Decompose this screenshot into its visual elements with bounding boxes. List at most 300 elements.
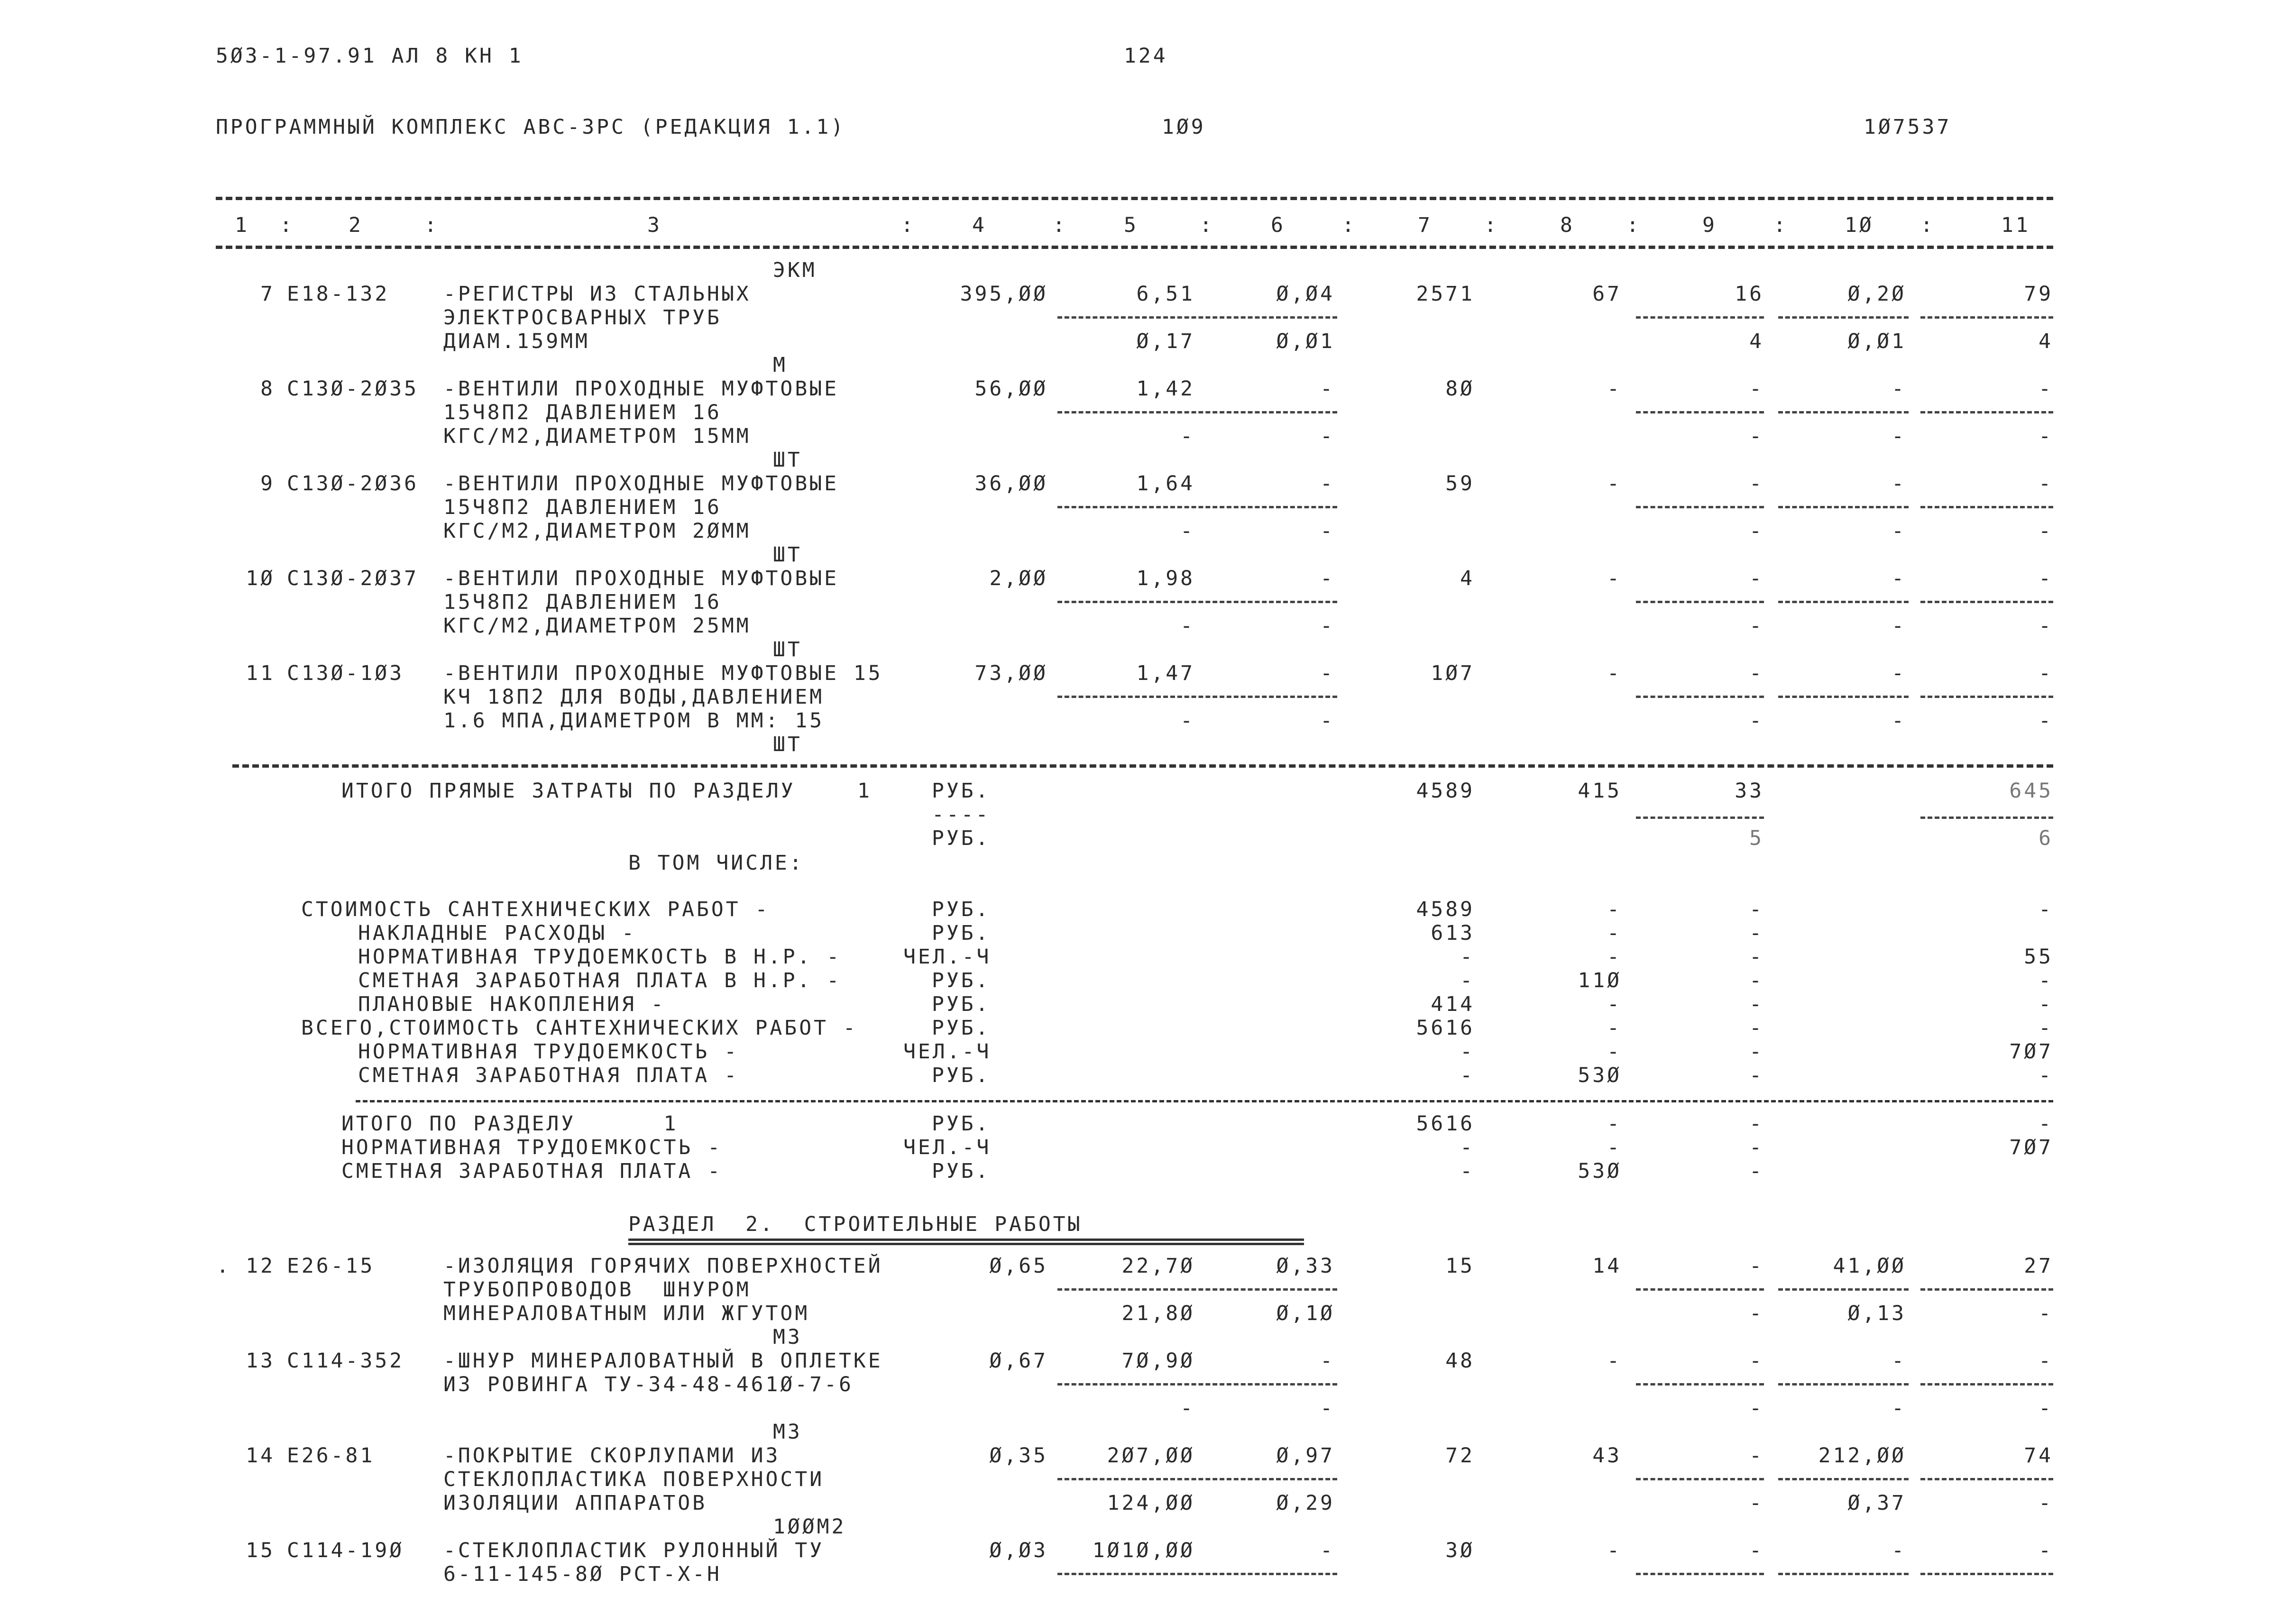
column-header-3: 3 [647, 213, 662, 237]
cell-underline [1636, 1383, 1764, 1385]
cell-col10: Ø,2Ø [1847, 282, 1906, 306]
cell-col10: - [1892, 472, 1906, 495]
column-header-9: 9 [1702, 213, 1717, 237]
job-number: 1Ø7537 [1864, 115, 1952, 139]
cell-col7: 59 [1445, 472, 1475, 495]
cell-col5-secondary: 124,ØØ [1107, 1491, 1195, 1515]
section-total-label: НОРМАТИВНАЯ ТРУДОЕМКОСТЬ - [341, 1136, 723, 1159]
cell-col9: 16 [1735, 282, 1764, 306]
column-separator: : [1773, 213, 1788, 237]
section-total-col9: - [1749, 1112, 1764, 1136]
cell-col8: - [1607, 1539, 1622, 1562]
section-total-unit: ЧЕЛ.-Ч [903, 1136, 992, 1159]
cell-col5-secondary: - [1180, 614, 1195, 638]
cell-underline [1778, 1383, 1909, 1385]
cell-col7: 3Ø [1445, 1539, 1475, 1562]
rate-code: Е18-132 [287, 282, 390, 306]
cell-col4: Ø,67 [989, 1349, 1048, 1373]
cell-col9: - [1749, 1254, 1764, 1278]
cell-col10: - [1892, 661, 1906, 685]
rate-code: С13Ø-2Ø37 [287, 567, 419, 590]
cell-col5: 1Ø1Ø,ØØ [1092, 1539, 1195, 1562]
work-description-line: -РЕГИСТРЫ ИЗ СТАЛЬНЫХ [443, 282, 751, 306]
breakdown-col11: - [2039, 992, 2053, 1016]
direct-costs-col7: 4589 [1416, 779, 1475, 803]
cell-col5: 22,7Ø [1121, 1254, 1195, 1278]
cell-underline [1778, 601, 1909, 603]
cell-underline [1636, 1288, 1764, 1291]
rate-code: С114-19Ø [287, 1539, 404, 1562]
breakdown-col9: - [1749, 969, 1764, 992]
cell-underline [1636, 316, 1764, 319]
breakdown-label: НАКЛАДНЫЕ РАСХОДЫ - [358, 921, 636, 945]
cell-col10-secondary: - [1892, 519, 1906, 543]
breakdown-unit: РУБ. [932, 921, 991, 945]
cell-col4: Ø,Ø3 [989, 1539, 1048, 1562]
column-separator: : [1626, 213, 1641, 237]
rate-code: С13Ø-2Ø35 [287, 377, 419, 401]
cell-col6: Ø,Ø4 [1276, 282, 1335, 306]
direct-costs-col11-underline [1920, 817, 2053, 819]
cell-col11: - [2039, 567, 2053, 590]
cell-underline [1636, 601, 1764, 603]
cell-underline [1057, 1573, 1337, 1575]
breakdown-unit: РУБ. [932, 1064, 991, 1087]
unit-label: М [773, 353, 788, 377]
unit-label: ШТ [773, 638, 802, 661]
rate-code: С114-352 [287, 1349, 404, 1373]
cell-col6: Ø,33 [1276, 1254, 1335, 1278]
work-description-line: СТЕКЛОПЛАСТИКА ПОВЕРХНОСТИ [443, 1468, 825, 1491]
cell-underline [1057, 316, 1337, 319]
breakdown-end-rule [356, 1100, 2053, 1102]
cell-col4: 56,ØØ [974, 377, 1048, 401]
breakdown-unit: РУБ. [932, 898, 991, 921]
cell-col9: - [1749, 567, 1764, 590]
row-number: 8 [260, 377, 275, 401]
work-description-line: 15Ч8П2 ДАВЛЕНИЕМ 16 [443, 495, 722, 519]
cell-underline [1057, 506, 1337, 508]
work-description-line: КГС/М2,ДИАМЕТРОМ 15ММ [443, 424, 751, 448]
column-separator: : [1484, 213, 1499, 237]
work-description-line: МИНЕРАЛОВАТНЫМ ИЛИ ЖГУТОМ [443, 1302, 810, 1325]
cell-col6-secondary: - [1320, 424, 1335, 448]
cell-col11: 74 [2024, 1444, 2053, 1468]
cell-col6-secondary: - [1320, 614, 1335, 638]
section-1-end-rule [232, 764, 2053, 768]
unit-label: ШТ [773, 543, 802, 567]
cell-col6-secondary: Ø,Ø1 [1276, 330, 1335, 353]
breakdown-unit: ЧЕЛ.-Ч [903, 1040, 992, 1064]
cell-col9: - [1749, 1444, 1764, 1468]
cell-col4: 2,ØØ [989, 567, 1048, 590]
cell-col9-secondary: - [1749, 1491, 1764, 1515]
cell-col8: - [1607, 377, 1622, 401]
rate-code: Е26-15 [287, 1254, 375, 1278]
cell-col5: 1,64 [1136, 472, 1195, 495]
cell-col10: - [1892, 1349, 1906, 1373]
cell-col10: - [1892, 567, 1906, 590]
breakdown-col9: - [1749, 945, 1764, 969]
cell-underline [1636, 411, 1764, 413]
cell-underline [1920, 1478, 2053, 1480]
breakdown-col9: - [1749, 992, 1764, 1016]
row-number: . 12 [216, 1254, 275, 1278]
section-2-title: РАЗДЕЛ 2. СТРОИТЕЛЬНЫЕ РАБОТЫ [628, 1212, 1083, 1236]
cell-col5: 1,42 [1136, 377, 1195, 401]
cell-underline [1057, 601, 1337, 603]
row-number: 9 [260, 472, 275, 495]
section-total-col11: 7Ø7 [2009, 1136, 2053, 1159]
cell-col11-secondary: - [2039, 1396, 2053, 1420]
work-description-line: 6-11-145-8Ø РСТ-Х-Н [443, 1562, 722, 1586]
cell-col10: - [1892, 1539, 1906, 1562]
breakdown-col7: 5616 [1416, 1016, 1475, 1040]
unit-label: М3 [773, 1325, 802, 1349]
cell-col11: - [2039, 377, 2053, 401]
cell-col6: - [1320, 1349, 1335, 1373]
cell-col10-secondary: Ø,37 [1847, 1491, 1906, 1515]
cell-col5-secondary: - [1180, 519, 1195, 543]
cell-col6: - [1320, 661, 1335, 685]
cell-col11-secondary: - [2039, 614, 2053, 638]
breakdown-col11: - [2039, 1064, 2053, 1087]
direct-costs-col9: 33 [1735, 779, 1764, 803]
direct-costs-label: ИТОГО ПРЯМЫЕ ЗАТРАТЫ ПО РАЗДЕЛУ [341, 779, 796, 803]
work-description-line: КГС/М2,ДИАМЕТРОМ 25ММ [443, 614, 751, 638]
breakdown-col11: 7Ø7 [2009, 1040, 2053, 1064]
breakdown-col7: - [1460, 1064, 1475, 1087]
breakdown-col8: 53Ø [1578, 1064, 1622, 1087]
cell-underline [1920, 1288, 2053, 1291]
cell-col11: - [2039, 1539, 2053, 1562]
cell-col5: 1,98 [1136, 567, 1195, 590]
breakdown-label: НОРМАТИВНАЯ ТРУДОЕМКОСТЬ - [358, 1040, 739, 1064]
row-number: 13 [246, 1349, 275, 1373]
work-description-line: ДИАМ.159ММ [443, 330, 590, 353]
cell-underline [1057, 1478, 1337, 1480]
breakdown-col8: 11Ø [1578, 969, 1622, 992]
cell-col9: - [1749, 661, 1764, 685]
rate-code: С13Ø-1Ø3 [287, 661, 404, 685]
breakdown-col9: - [1749, 1040, 1764, 1064]
cell-col10-secondary: - [1892, 614, 1906, 638]
breakdown-label: СТОИМОСТЬ САНТЕХНИЧЕСКИХ РАБОТ - [301, 898, 770, 921]
program-title: ПРОГРАММНЫЙ КОМПЛЕКС АВС-3РС (РЕДАКЦИЯ 1.1) [216, 115, 846, 139]
cell-underline [1057, 1288, 1337, 1291]
unit-label: ШТ [773, 448, 802, 472]
cell-col9-secondary: - [1749, 424, 1764, 448]
column-separator: : [280, 213, 294, 237]
cell-col11: - [2039, 472, 2053, 495]
cell-underline [1057, 696, 1337, 698]
cell-underline [1636, 506, 1764, 508]
cell-col9: - [1749, 377, 1764, 401]
cell-col6: - [1320, 472, 1335, 495]
cell-col8: - [1607, 661, 1622, 685]
row-number: 7 [260, 282, 275, 306]
cell-underline [1920, 506, 2053, 508]
section-total-col8: - [1607, 1136, 1622, 1159]
cell-col5: 1,47 [1136, 661, 1195, 685]
breakdown-col11: 55 [2024, 945, 2053, 969]
direct-costs-unit: РУБ. [932, 779, 991, 803]
direct-costs-unit-2: РУБ. [932, 826, 991, 850]
cell-col11-secondary: - [2039, 1302, 2053, 1325]
cell-col4: 36,ØØ [974, 472, 1048, 495]
work-description-line: -ВЕНТИЛИ ПРОХОДНЫЕ МУФТОВЫЕ [443, 567, 839, 590]
including-label: В ТОМ ЧИСЛЕ: [628, 851, 804, 875]
column-header-11: 11 [2001, 213, 2030, 237]
row-number: 14 [246, 1444, 275, 1468]
cell-col11: 27 [2024, 1254, 2053, 1278]
page-number: 124 [1124, 44, 1168, 68]
direct-costs-section: 1 [857, 779, 872, 803]
breakdown-col9: - [1749, 1064, 1764, 1087]
cell-col5: 7Ø,9Ø [1121, 1349, 1195, 1373]
work-description-line: 1.6 МПА,ДИАМЕТРОМ В ММ: 15 [443, 709, 825, 733]
breakdown-label: НОРМАТИВНАЯ ТРУДОЕМКОСТЬ В Н.Р. - [358, 945, 842, 969]
cell-underline [1920, 601, 2053, 603]
cell-col6-secondary: - [1320, 519, 1335, 543]
cell-col10: - [1892, 377, 1906, 401]
column-separator: : [1920, 213, 1935, 237]
breakdown-label: СМЕТНАЯ ЗАРАБОТНАЯ ПЛАТА - [358, 1064, 739, 1087]
section-total-col9: - [1749, 1159, 1764, 1183]
cell-underline [1920, 316, 2053, 319]
breakdown-col8: - [1607, 945, 1622, 969]
direct-costs-col9-underline [1636, 817, 1764, 819]
cell-col5-secondary: 21,8Ø [1121, 1302, 1195, 1325]
cell-col7: 4 [1460, 567, 1475, 590]
breakdown-col7: 414 [1431, 992, 1475, 1016]
breakdown-col11: - [2039, 1016, 2053, 1040]
breakdown-col9: - [1749, 898, 1764, 921]
cell-underline [1778, 1573, 1909, 1575]
cell-underline [1778, 411, 1909, 413]
work-description-line: ИЗ РОВИНГА ТУ-34-48-461Ø-7-6 [443, 1373, 854, 1396]
cell-col5-secondary: - [1180, 1396, 1195, 1420]
breakdown-col7: - [1460, 969, 1475, 992]
cell-underline [1636, 1573, 1764, 1575]
cell-col6-secondary: - [1320, 709, 1335, 733]
cell-underline [1778, 506, 1909, 508]
cell-col10: 41,ØØ [1833, 1254, 1906, 1278]
cell-col9-secondary: - [1749, 1302, 1764, 1325]
direct-costs-col9-b: 5 [1749, 826, 1764, 850]
work-description-line: 15Ч8П2 ДАВЛЕНИЕМ 16 [443, 590, 722, 614]
cell-col7: 1Ø7 [1431, 661, 1475, 685]
cell-col6: - [1320, 1539, 1335, 1562]
work-description-line: -СТЕКЛОПЛАСТИК РУЛОННЫЙ ТУ [443, 1539, 825, 1562]
unit-label: ЭКМ [773, 258, 817, 282]
rate-code: С13Ø-2Ø36 [287, 472, 419, 495]
column-separator: : [901, 213, 916, 237]
cell-col9-secondary: - [1749, 709, 1764, 733]
cell-col7: 8Ø [1445, 377, 1475, 401]
section-total-col7: - [1460, 1159, 1475, 1183]
cell-underline [1778, 1288, 1909, 1291]
cell-col6-secondary: Ø,29 [1276, 1491, 1335, 1515]
rate-code: Е26-81 [287, 1444, 375, 1468]
cell-col8: 14 [1592, 1254, 1622, 1278]
breakdown-col8: - [1607, 898, 1622, 921]
direct-costs-col11-b: 6 [2039, 826, 2053, 850]
cell-col10-secondary: - [1892, 709, 1906, 733]
cell-col10: 212,ØØ [1818, 1444, 1906, 1468]
row-number: 15 [246, 1539, 275, 1562]
breakdown-col11: - [2039, 898, 2053, 921]
cell-col7: 15 [1445, 1254, 1475, 1278]
unit-label: 1ØØМ2 [773, 1515, 846, 1539]
cell-col8: - [1607, 472, 1622, 495]
cell-underline [1920, 696, 2053, 698]
cell-col6-secondary: - [1320, 1396, 1335, 1420]
column-header-10: 1Ø [1845, 213, 1874, 237]
cell-underline [1920, 1383, 2053, 1385]
column-header-1: 1 [235, 213, 249, 237]
cell-col11-secondary: - [2039, 424, 2053, 448]
breakdown-unit: РУБ. [932, 1016, 991, 1040]
section-total-col11: - [2039, 1112, 2053, 1136]
breakdown-col7: - [1460, 1040, 1475, 1064]
cell-col5: 6,51 [1136, 282, 1195, 306]
sheet-number: 1Ø9 [1162, 115, 1206, 139]
cell-col6: - [1320, 567, 1335, 590]
breakdown-col9: - [1749, 1016, 1764, 1040]
table-top-rule [216, 197, 2053, 200]
cell-col9-secondary: - [1749, 614, 1764, 638]
cell-col10-secondary: - [1892, 1396, 1906, 1420]
column-header-8: 8 [1560, 213, 1575, 237]
cell-col4: 73,ØØ [974, 661, 1048, 685]
work-description-line: 15Ч8П2 ДАВЛЕНИЕМ 16 [443, 401, 722, 424]
cell-underline [1636, 696, 1764, 698]
breakdown-unit: РУБ. [932, 969, 991, 992]
breakdown-col8: - [1607, 1016, 1622, 1040]
column-header-4: 4 [972, 213, 987, 237]
section-total-col9: - [1749, 1136, 1764, 1159]
cell-underline [1920, 1573, 2053, 1575]
cell-col5-secondary: - [1180, 424, 1195, 448]
column-separator: : [1200, 213, 1214, 237]
column-header-7: 7 [1418, 213, 1433, 237]
cell-underline [1920, 411, 2053, 413]
cell-col11: - [2039, 661, 2053, 685]
cell-col7: 72 [1445, 1444, 1475, 1468]
cell-col9-secondary: - [1749, 519, 1764, 543]
cell-col11-secondary: 4 [2039, 330, 2053, 353]
cell-col6-secondary: Ø,1Ø [1276, 1302, 1335, 1325]
breakdown-col9: - [1749, 921, 1764, 945]
work-description-line: КЧ 18П2 ДЛЯ ВОДЫ,ДАВЛЕНИЕМ [443, 685, 825, 709]
column-header-6: 6 [1271, 213, 1286, 237]
column-separator: : [1342, 213, 1357, 237]
cell-col8: - [1607, 567, 1622, 590]
breakdown-col8: - [1607, 1040, 1622, 1064]
column-header-5: 5 [1124, 213, 1139, 237]
cell-col11-secondary: - [2039, 519, 2053, 543]
direct-costs-dash: ---- [932, 803, 991, 826]
work-description-line: -ВЕНТИЛИ ПРОХОДНЫЕ МУФТОВЫЕ [443, 472, 839, 495]
section-total-label: ИТОГО ПО РАЗДЕЛУ 1 [341, 1112, 679, 1136]
cell-col9: - [1749, 1349, 1764, 1373]
section-total-col7: 5616 [1416, 1112, 1475, 1136]
cell-col11-secondary: - [2039, 1491, 2053, 1515]
column-separator: : [424, 213, 439, 237]
cell-col10-secondary: - [1892, 424, 1906, 448]
unit-label: М3 [773, 1420, 802, 1444]
cell-col8: 67 [1592, 282, 1622, 306]
cell-col9-secondary: 4 [1749, 330, 1764, 353]
direct-costs-col11: 645 [2009, 779, 2053, 803]
section-total-unit: РУБ. [932, 1112, 991, 1136]
cell-col9-secondary: - [1749, 1396, 1764, 1420]
column-separator: : [1053, 213, 1067, 237]
section-2-title-underline [628, 1239, 1304, 1245]
work-description-line: ТРУБОПРОВОДОВ ШНУРОМ [443, 1278, 751, 1302]
work-description-line: -ШНУР МИНЕРАЛОВАТНЫЙ В ОПЛЕТКЕ [443, 1349, 883, 1373]
breakdown-col8: - [1607, 992, 1622, 1016]
cell-col4: 395,ØØ [960, 282, 1048, 306]
cell-col11-secondary: - [2039, 709, 2053, 733]
cell-col8: 43 [1592, 1444, 1622, 1468]
cell-col4: Ø,65 [989, 1254, 1048, 1278]
cell-col4: Ø,35 [989, 1444, 1048, 1468]
direct-costs-col8: 415 [1578, 779, 1622, 803]
cell-col11: 79 [2024, 282, 2053, 306]
section-total-label: СМЕТНАЯ ЗАРАБОТНАЯ ПЛАТА - [341, 1159, 723, 1183]
cell-underline [1778, 1478, 1909, 1480]
work-description-line: КГС/М2,ДИАМЕТРОМ 2ØММ [443, 519, 751, 543]
breakdown-col7: 4589 [1416, 898, 1475, 921]
cell-underline [1057, 411, 1337, 413]
work-description-line: ЭЛЕКТРОСВАРНЫХ ТРУБ [443, 306, 722, 330]
cell-col5-secondary: Ø,17 [1136, 330, 1195, 353]
cell-col6: Ø,97 [1276, 1444, 1335, 1468]
section-total-unit: РУБ. [932, 1159, 991, 1183]
section-total-col7: - [1460, 1136, 1475, 1159]
breakdown-col7: - [1460, 945, 1475, 969]
section-total-col8: 53Ø [1578, 1159, 1622, 1183]
row-number: 11 [246, 661, 275, 685]
work-description-line: ИЗОЛЯЦИИ АППАРАТОВ [443, 1491, 707, 1515]
section-total-col8: - [1607, 1112, 1622, 1136]
breakdown-label: СМЕТНАЯ ЗАРАБОТНАЯ ПЛАТА В Н.Р. - [358, 969, 842, 992]
cell-col7: 2571 [1416, 282, 1475, 306]
work-description-line: -ИЗОЛЯЦИЯ ГОРЯЧИХ ПОВЕРХНОСТЕЙ [443, 1254, 883, 1278]
cell-col9: - [1749, 472, 1764, 495]
breakdown-col7: 613 [1431, 921, 1475, 945]
document-code: 5Ø3-1-97.91 АЛ 8 КН 1 [216, 44, 523, 68]
cell-underline [1778, 696, 1909, 698]
cell-col10-secondary: Ø,13 [1847, 1302, 1906, 1325]
cell-underline [1778, 316, 1909, 319]
cell-underline [1636, 1478, 1764, 1480]
column-header-2: 2 [349, 213, 363, 237]
cell-col11: - [2039, 1349, 2053, 1373]
cell-col5-secondary: - [1180, 709, 1195, 733]
work-description-line: -ВЕНТИЛИ ПРОХОДНЫЕ МУФТОВЫЕ [443, 377, 839, 401]
breakdown-col11: - [2039, 969, 2053, 992]
breakdown-col8: - [1607, 921, 1622, 945]
breakdown-label: ПЛАНОВЫЕ НАКОПЛЕНИЯ - [358, 992, 666, 1016]
unit-label: ШТ [773, 733, 802, 756]
breakdown-unit: РУБ. [932, 992, 991, 1016]
cell-col10-secondary: Ø,Ø1 [1847, 330, 1906, 353]
breakdown-label: ВСЕГО,СТОИМОСТЬ САНТЕХНИЧЕСКИХ РАБОТ - [301, 1016, 858, 1040]
cell-col8: - [1607, 1349, 1622, 1373]
